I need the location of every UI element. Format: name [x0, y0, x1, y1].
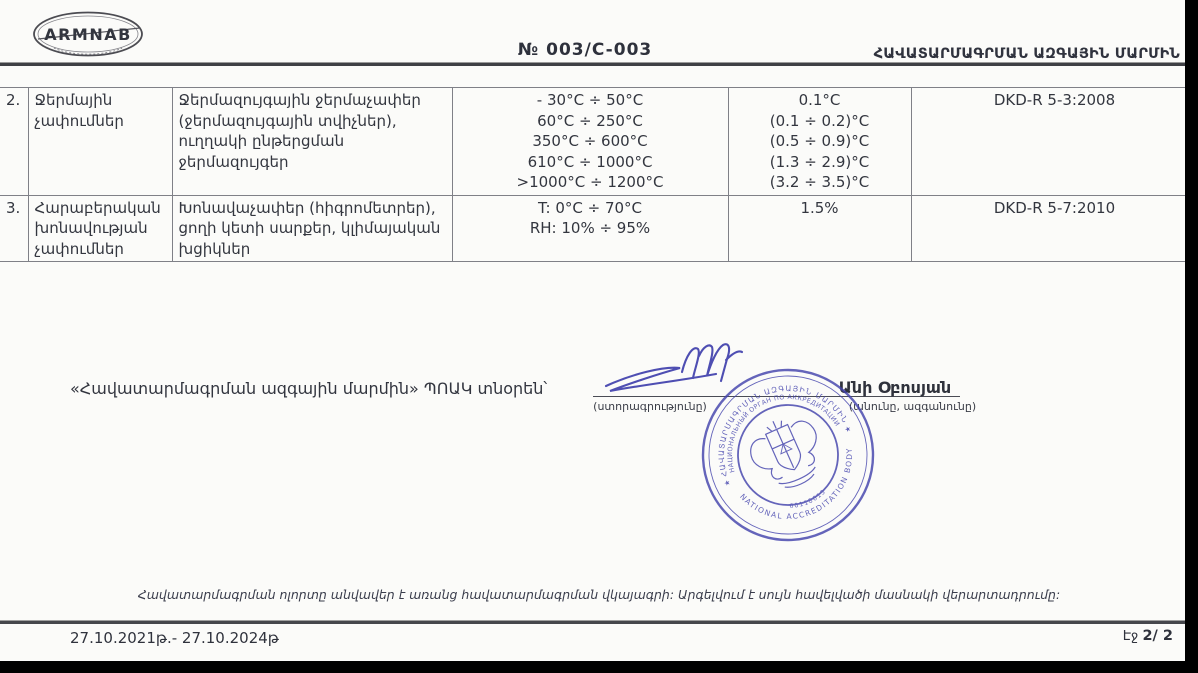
page-indicator	[1123, 628, 1173, 644]
row-number: 2.	[0, 88, 28, 196]
document-number: № 003/C-003	[517, 40, 653, 60]
uncertainties	[728, 195, 911, 262]
name-caption: (անունը, ազգանունը)	[848, 400, 977, 413]
measurement-ranges	[452, 88, 728, 196]
uncertainty-line: (3.2 ÷ 3.5)°C	[769, 173, 870, 191]
header-divider	[0, 62, 1198, 66]
stamp-star-right: ★	[843, 424, 853, 435]
svg-text:NATIONAL ACCREDITATION BODY	[737, 444, 873, 541]
stamp-ring-russian: НАЦИОНАЛЬНЫЙ ОРГАН ПО АККРЕДИТАЦИИ	[725, 392, 842, 474]
stamp-ring-english: NATIONAL ACCREDITATION BODY	[738, 446, 855, 522]
page-number: 2/ 2	[1142, 628, 1173, 644]
standard-reference: DKD-R 5-7:2010	[911, 195, 1198, 262]
director-name: Անի Օբոսյան	[838, 378, 952, 397]
range-line: RH: 10% ÷ 95%	[529, 219, 651, 237]
row-number: 3.	[0, 195, 28, 262]
range-line: 60°C ÷ 250°C	[537, 111, 643, 130]
uncertainty-line: 0.1°C	[798, 91, 841, 109]
org-name-header: ՀԱՎԱՏԱՐՄԱԳՐՄԱՆ ԱԶԳԱՅԻՆ ՄԱՐՄԻՆ	[873, 46, 1180, 62]
stamp-ring-armenian: ՀԱՎԱՏԱՐՄԱԳՐՄԱՆ ԱԶԳԱՅԻՆ ՄԱՐՄԻՆ	[716, 383, 851, 478]
scan-edge-bottom	[0, 661, 1198, 673]
uncertainties	[728, 88, 911, 196]
range-line: 350°C ÷ 600°C	[532, 132, 648, 150]
table-row	[0, 195, 1198, 262]
validity-period: 27.10.2021թ.- 27.10.2024թ	[70, 629, 279, 647]
instruments: Խոնավաչափեր (հիգրոմետրեր), ցողի կետի սարքեր, կլիմայական խցիկներ	[172, 195, 452, 262]
coat-of-arms	[742, 407, 833, 498]
range-line: >1000°C ÷ 1200°C	[516, 173, 664, 191]
footer-divider	[0, 620, 1198, 624]
validity-note: Հավատարմագրման ոլորտը անվավեր է առանց հավատարմագրման վկայագրի: Արգելվում է սույն հավելվածի մասնակի վերարտադրումը:	[137, 587, 1061, 602]
range-line: - 30°C ÷ 50°C	[536, 91, 644, 109]
signature-caption: (ստորագրությունը)	[593, 400, 707, 413]
range-line: 610°C ÷ 1000°C	[527, 152, 653, 171]
scan-edge-right	[1185, 0, 1198, 673]
uncertainty-line: (1.3 ÷ 2.9)°C	[769, 152, 870, 171]
range-line: T: 0°C ÷ 70°C	[537, 198, 643, 217]
stamp-star-left: ★	[722, 478, 732, 489]
stamp-serial-number: 60118613	[789, 488, 828, 511]
table-row	[0, 88, 1198, 196]
standard-reference: DKD-R 5-3:2008	[911, 88, 1198, 196]
measurement-field: Հարաբերական խոնավության չափումներ	[28, 195, 172, 262]
uncertainty-line: (0.1 ÷ 0.2)°C	[769, 111, 870, 130]
director-title-label: «Հավատարմագրման ազգային մարմին» ՊՈԱԿ տնօրեն՝	[70, 379, 548, 398]
uncertainty-line: 1.5%	[800, 198, 839, 217]
official-stamp	[688, 355, 888, 555]
measurement-field: Ջերմային չափումներ	[28, 88, 172, 196]
armnab-logo	[28, 8, 148, 62]
instruments: Ջերմազույգային ջերմաչափեր (ջերմազույգային տվիչներ), ուղղակի ընթերցման ջերմազույգեր	[172, 88, 452, 196]
page-label: Էջ	[1122, 629, 1139, 644]
logo-text: ARMNAB	[44, 25, 132, 44]
accreditation-scope-table	[0, 87, 1198, 262]
uncertainty-line: (0.5 ÷ 0.9)°C	[769, 132, 870, 150]
measurement-ranges	[452, 195, 728, 262]
